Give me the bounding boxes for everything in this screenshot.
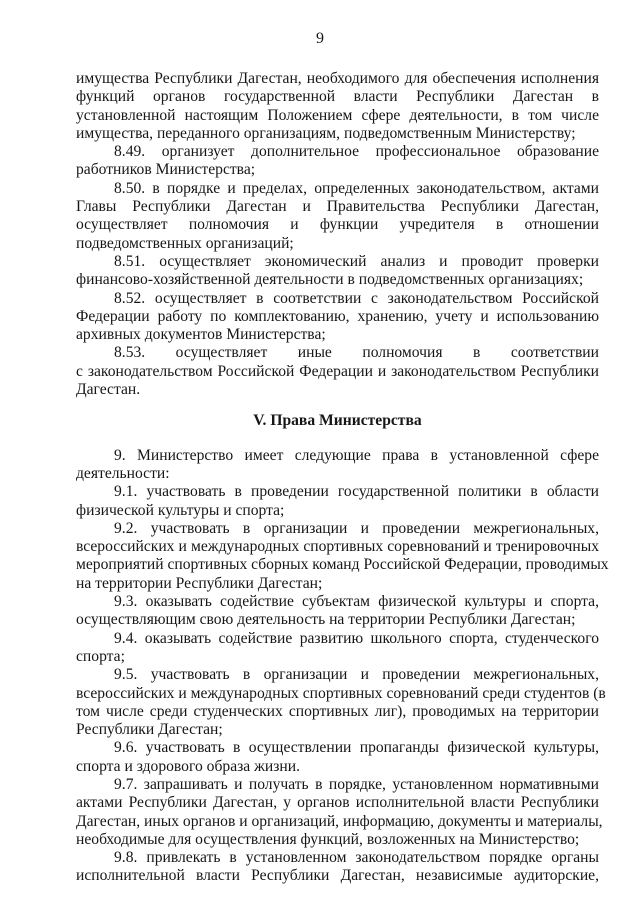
paragraph [76, 739, 599, 776]
text-line: спорта и здорового образа жизни. [76, 757, 300, 775]
paragraph [76, 70, 599, 143]
text-line: исполнительной власти Республики Дагестан, независимые аудиторские, [76, 867, 599, 885]
text-line: всероссийских и международных спортивных соревнований и тренировочных [76, 538, 599, 556]
page-number: 9 [316, 30, 324, 47]
text-line: актами Республики Дагестан, у органов исполнительной власти Республики [76, 794, 599, 812]
text-line: 8.49. организует дополнительное профессиональное образование [114, 143, 599, 161]
paragraph [76, 447, 599, 484]
text-line: на территории Республики Дагестан; [76, 574, 323, 592]
text-line: имущества Республики Дагестан, необходимого для обеспечения исполнения [76, 70, 599, 87]
section-before [76, 70, 599, 399]
text-line: 9.7. запрашивать и получать в порядке, установленном нормативными [114, 775, 599, 793]
text-line: 9.3. оказывать содействие субъектам физической культуры и спорта, [114, 593, 599, 611]
document-body [76, 70, 609, 886]
text-line: необходимые для осуществления функций, возложенных на Министерство; [76, 830, 580, 848]
text-line: Республики Дагестан; [76, 721, 223, 739]
text-line: 9.2. участвовать в организации и проведении межрегиональных, [114, 519, 599, 537]
text-line: 9.1. участвовать в проведении государственной политики в области [114, 483, 599, 501]
text-line: финансово-хозяйственной деятельности в подведомственных организациях; [76, 271, 584, 289]
section-heading: V. Права Министерства [253, 412, 422, 430]
text-line: Главы Республики Дагестан и Правительства Республики Дагестан, [76, 198, 599, 216]
paragraph [76, 143, 599, 180]
text-line: архивных документов Министерства; [76, 326, 326, 344]
paragraph [76, 483, 599, 520]
paragraph [76, 849, 599, 886]
paragraph [76, 180, 599, 253]
paragraph [76, 775, 603, 849]
text-line: физической культуры и спорта; [76, 501, 285, 519]
text-line: 9.8. привлекать в установленном законодательством порядке органы [114, 849, 599, 867]
text-line: том числе среди студенческих спортивных лиг), проводимых на территории [76, 702, 599, 720]
text-line: с законодательством Российской Федерации и законодательством Республики [76, 362, 599, 380]
text-line: 8.53. осуществляет иные полномочия в соответствии [114, 344, 599, 362]
text-line: всероссийских и международных спортивных соревнований среди студентов (в [76, 684, 606, 702]
text-line: 9. Министерство имеет следующие права в установленной сфере [114, 446, 599, 464]
text-line: деятельности: [76, 464, 170, 482]
text-line: Дагестан. [76, 381, 141, 399]
text-line: 8.50. в порядке и пределах, определенных законодательством, актами [114, 179, 599, 197]
text-line: осуществляет полномочия и функции учредителя в отношении [76, 216, 599, 234]
text-line: Дагестан, иных органов и организаций, информацию, документы и материалы, [76, 812, 603, 830]
text-line: 9.5. участвовать в организации и проведении межрегиональных, [114, 666, 599, 684]
paragraph [76, 519, 609, 593]
text-line: осуществляющим свою деятельность на территории Республики Дагестан; [76, 611, 576, 629]
text-line: спорта; [76, 647, 125, 665]
text-line: установленной настоящим Положением сфере деятельности, в том числе [76, 106, 599, 124]
text-line: 8.52. осуществляет в соответствии с законодательством Российской [114, 289, 599, 307]
text-line: подведомственных организаций; [76, 234, 294, 252]
section-after [76, 446, 609, 886]
paragraph [76, 344, 599, 399]
text-line: имущества, переданного организациям, подведомственным Министерству; [76, 124, 576, 142]
paragraph [76, 290, 599, 345]
text-line: функций органов государственной власти Республики Дагестан в [76, 88, 599, 106]
text-line: 9.4. оказывать содействие развитию школьного спорта, студенческого [114, 629, 599, 647]
text-line: мероприятий спортивных сборных команд Российской Федерации, проводимых [76, 556, 609, 574]
paragraph [76, 666, 606, 739]
text-line: 9.6. участвовать в осуществлении пропаганды физической культуры, [114, 739, 599, 757]
text-line: Федерации работу по комплектованию, хранению, учету и использованию [76, 307, 599, 325]
text-line: 8.51. осуществляет экономический анализ и проводит проверки [114, 252, 599, 270]
paragraph [76, 630, 599, 667]
paragraph [76, 593, 599, 630]
text-line: работников Министерства; [76, 161, 256, 179]
paragraph [76, 253, 599, 290]
